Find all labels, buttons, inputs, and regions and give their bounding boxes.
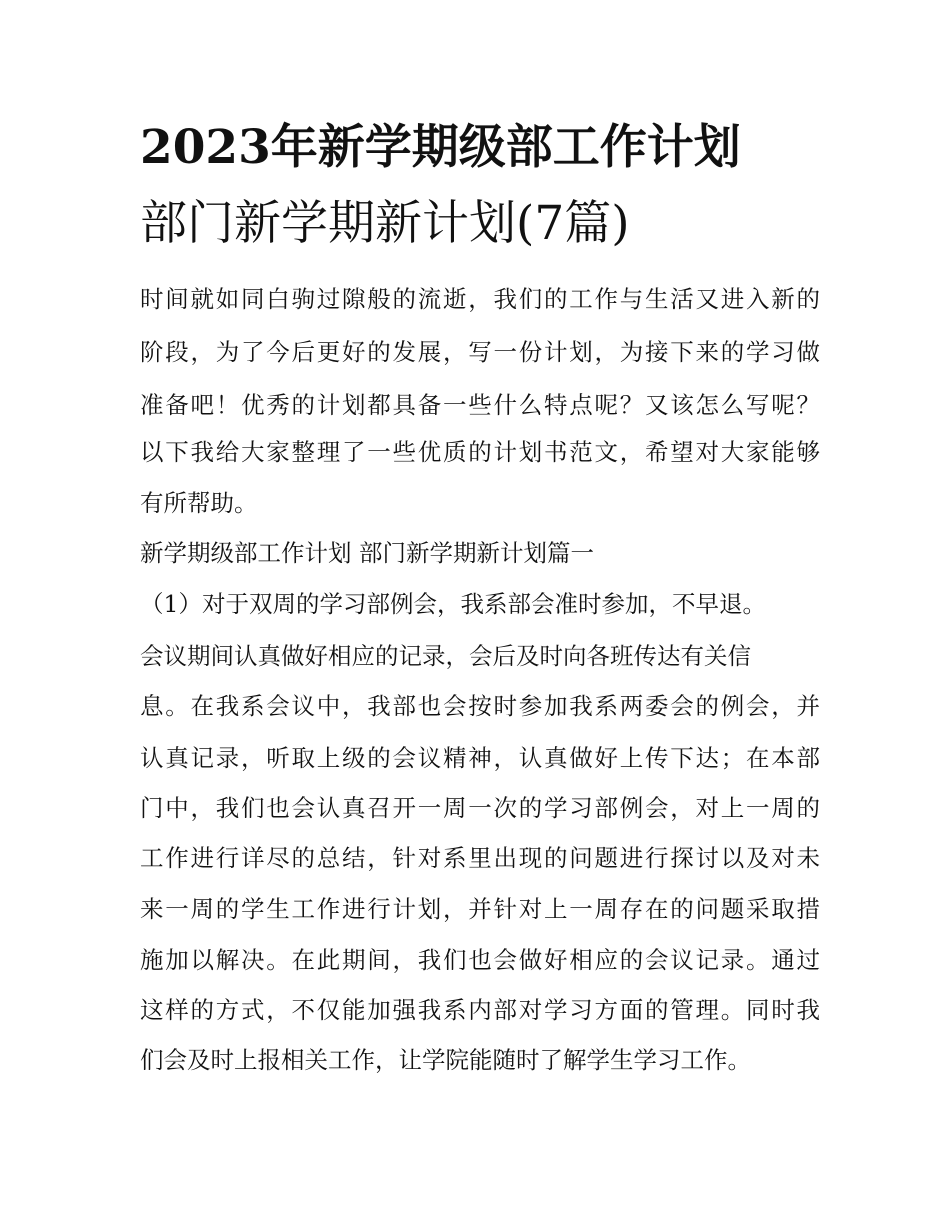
intro-line: 阶段，为了今后更好的发展，写一份计划，为接下来的学习做	[140, 338, 820, 366]
body-line: 认真记录，听取上级的会议精神，认真做好上传下达；在本部	[140, 744, 820, 772]
body-line: （1）对于双周的学习部例会，我系部会准时参加，不早退。	[140, 590, 766, 618]
document-title-line-2: 部门新学期新计划(7篇)	[140, 196, 630, 251]
intro-line: 准备吧！优秀的计划都具备一些什么特点呢？又该怎么写呢？	[140, 391, 820, 419]
body-line: 息。在我系会议中，我部也会按时参加我系两委会的例会，并	[140, 692, 820, 720]
intro-line: 有所帮助。	[140, 489, 258, 517]
body-line: 门中，我们也会认真召开一周一次的学习部例会，对上一周的	[140, 794, 820, 822]
body-line: 工作进行详尽的总结，针对系里出现的问题进行探讨以及对未	[140, 844, 820, 872]
section-heading: 新学期级部工作计划 部门新学期新计划篇一	[140, 539, 594, 567]
intro-line: 以下我给大家整理了一些优质的计划书范文，希望对大家能够	[140, 438, 820, 466]
body-line: 会议期间认真做好相应的记录，会后及时向各班传达有关信	[140, 642, 751, 670]
intro-line: 时间就如同白驹过隙般的流逝，我们的工作与生活又进入新的	[140, 285, 820, 313]
body-line: 们会及时上报相关工作，让学院能随时了解学生学习工作。	[140, 1046, 751, 1074]
body-line: 施加以解决。在此期间，我们也会做好相应的会议记录。通过	[140, 946, 820, 974]
body-line: 这样的方式，不仅能加强我系内部对学习方面的管理。同时我	[140, 996, 820, 1024]
body-line: 来一周的学生工作进行计划，并针对上一周存在的问题采取措	[140, 895, 820, 923]
document-title-line-1: 2023年新学期级部工作计划	[140, 120, 741, 175]
